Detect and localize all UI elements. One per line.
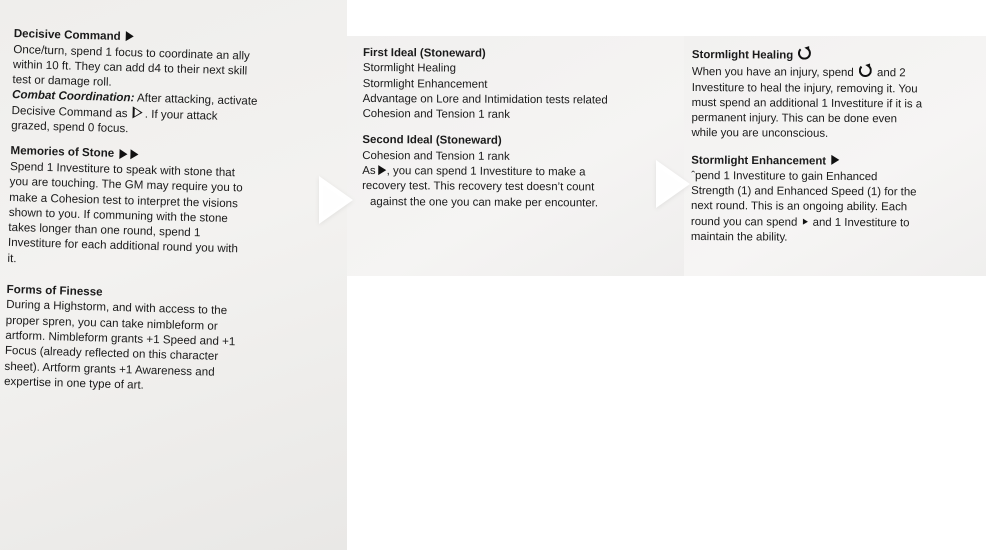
stormlight-enhancement-line: Strength (1) and Enhanced Speed (1) for the: [691, 185, 917, 199]
first-ideal-title: First Ideal (Stoneward): [362, 46, 486, 60]
decisive-command-title: Decisive Command: [13, 26, 121, 43]
forms-of-finesse-line: artform. Nimbleform grants +1 Speed and +1: [5, 328, 236, 349]
second-ideal-text: , you can spend 1 Investiture to make a: [386, 165, 586, 179]
play-icon[interactable]: [656, 160, 690, 208]
stormlight-enhancement-line: maintain the ability.: [690, 230, 788, 244]
stormlight-enhancement-line: ˆpend 1 Investiture to gain Enhanced: [691, 169, 878, 183]
forms-of-finesse-title: Forms of Finesse: [6, 282, 103, 299]
first-ideal-line: Advantage on Lore and Intimidation tests related: [362, 92, 608, 107]
stormlight-enhancement-text: and 1 Investiture to: [809, 216, 910, 229]
stormlight-enhancement-line: next round. This is an ongoing ability. Each: [690, 200, 908, 214]
stormlight-healing-line: must spend an additional 1 Investiture if it is a: [691, 96, 923, 111]
memories-of-stone-line: shown to you. If communing with the stone: [8, 205, 229, 225]
memories-of-stone-line: Investiture for each additional round you with: [7, 236, 239, 256]
stormlight-enhancement-text: round you can spend: [690, 215, 801, 229]
stormlight-healing-line: while you are unconscious.: [691, 127, 829, 141]
stormlight-enhancement-title: Stormlight Enhancement: [691, 154, 827, 168]
memories-of-stone-line: make a Cohesion test to interpret the visions: [9, 190, 239, 210]
second-ideal-title: Second Ideal (Stoneward): [362, 134, 502, 148]
middle-card-photo: [347, 36, 684, 276]
decisive-command-section: [11, 26, 344, 143]
first-ideal-line: Stormlight Healing: [362, 62, 456, 75]
memories-of-stone-line: takes longer than one round, spend 1: [8, 221, 201, 240]
combat-coordination-label: Combat Coordination:: [11, 88, 135, 105]
reaction-icon: [859, 64, 872, 77]
stormlight-healing-line: permanent injury. This can be done even: [691, 112, 897, 126]
memories-of-stone-line: you are touching. The GM may require you to: [9, 175, 243, 195]
second-ideal-line: recovery test. This recovery test doesn’t count: [362, 180, 595, 194]
right-card-photo: [684, 36, 986, 276]
left-card-photo: [0, 0, 347, 550]
left-card-text: [4, 26, 344, 408]
second-ideal-line: Cohesion and Tension 1 rank: [362, 149, 510, 163]
forms-of-finesse-line: Focus (already reflected on this character: [4, 344, 219, 364]
reaction-icon: [798, 47, 811, 60]
forms-of-finesse-section: [4, 282, 337, 398]
combat-coordination-text: . If your attack: [144, 107, 218, 123]
forms-of-finesse-line: During a Highstorm, and with access to the: [6, 298, 228, 318]
action-icon: [831, 154, 839, 169]
small-action-icon: [802, 218, 807, 224]
combat-coordination-text: Decisive Command as: [11, 103, 131, 121]
play-icon[interactable]: [319, 176, 353, 224]
decisive-command-line: test or damage roll.: [12, 73, 112, 89]
forms-of-finesse-line: sheet). Artform grants +1 Awareness and: [4, 359, 215, 379]
stormlight-enhancement-line: [691, 215, 983, 232]
right-card-text: [691, 46, 984, 247]
stormlight-healing-line: [692, 63, 984, 82]
two-actions-icon: [119, 147, 139, 163]
second-ideal-line: against the one you can make per encounter.: [370, 195, 599, 210]
stormlight-healing-title: Stormlight Healing: [691, 48, 794, 62]
decisive-command-line: within 10 ft. They can add d4 to their next skill: [12, 57, 248, 78]
combat-coordination-text: After attacking, activate: [134, 91, 258, 109]
combat-coordination-line: grazed, spend 0 focus.: [11, 119, 129, 136]
memories-of-stone-section: [7, 143, 340, 275]
stormlight-healing-text: and 2: [873, 67, 906, 80]
forms-of-finesse-line: proper spren, you can take nimbleform or: [5, 313, 218, 333]
free-action-icon: [133, 106, 143, 118]
memories-of-stone-title: Memories of Stone: [10, 144, 115, 161]
decisive-command-line: Once/turn, spend 1 focus to coordinate an ally: [13, 42, 250, 63]
second-ideal-text: As: [362, 165, 379, 178]
action-icon: [126, 29, 134, 45]
stormlight-healing-text: When you have an injury, spend: [691, 66, 857, 80]
first-ideal-line: Stormlight Enhancement: [362, 77, 488, 91]
forms-of-finesse-line: expertise in one type of art.: [3, 374, 145, 392]
memories-of-stone-line: Spend 1 Investiture to speak with stone that: [9, 159, 236, 180]
first-ideal-line: Cohesion and Tension 1 rank: [362, 108, 510, 122]
middle-card-text: [362, 46, 678, 212]
stormlight-healing-line: Investiture to heal the injury, removing it. You: [691, 81, 918, 95]
memories-of-stone-line: it.: [7, 251, 17, 265]
